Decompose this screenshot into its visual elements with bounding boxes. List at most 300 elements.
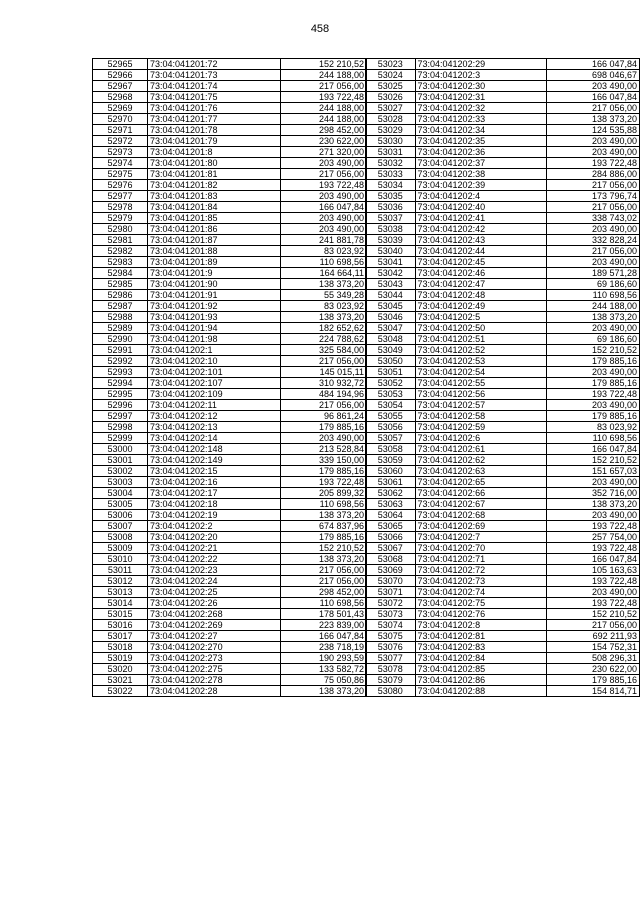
table-row: [366, 510, 640, 521]
table-row: [93, 92, 367, 103]
table-row: [93, 466, 367, 477]
table-row: [93, 147, 367, 158]
table-row: [366, 675, 640, 686]
cadastral-value: 193 722,48: [547, 389, 640, 400]
row-number: 52970: [93, 114, 148, 125]
cadastral-value: 166 047,84: [547, 554, 640, 565]
cadastral-number: 73:04:041201:74: [148, 81, 281, 92]
cadastral-value: 138 373,20: [281, 554, 367, 565]
row-number: 52966: [93, 70, 148, 81]
cadastral-number: 73:04:041202:21: [148, 543, 281, 554]
row-number: 53025: [366, 81, 416, 92]
cadastral-value: 138 373,20: [281, 312, 367, 323]
cadastral-number: 73:04:041201:94: [148, 323, 281, 334]
table-row: [366, 488, 640, 499]
table-row: [93, 444, 367, 455]
row-number: 52997: [93, 411, 148, 422]
table-row: [366, 356, 640, 367]
cadastral-value: 110 698,56: [281, 257, 367, 268]
cadastral-value: 133 582,72: [281, 664, 367, 675]
cadastral-value: 674 837,96: [281, 521, 367, 532]
cadastral-value: 203 490,00: [547, 147, 640, 158]
row-number: 53069: [366, 565, 416, 576]
table-row: [366, 235, 640, 246]
row-number: 52986: [93, 290, 148, 301]
row-number: 53026: [366, 92, 416, 103]
cadastral-value: 217 056,00: [281, 400, 367, 411]
row-number: 52977: [93, 191, 148, 202]
cadastral-number: 73:04:041202:273: [148, 653, 281, 664]
table-row: [93, 477, 367, 488]
cadastral-number: 73:04:041202:59: [415, 422, 547, 433]
cadastral-value: 69 186,60: [547, 334, 640, 345]
cadastral-number: 73:04:041201:77: [148, 114, 281, 125]
row-number: 53014: [93, 598, 148, 609]
row-number: 52985: [93, 279, 148, 290]
table-row: [93, 246, 367, 257]
table-row: [93, 576, 367, 587]
row-number: 53051: [366, 367, 416, 378]
cadastral-number: 73:04:041202:31: [415, 92, 547, 103]
cadastral-value: 152 210,52: [281, 543, 367, 554]
row-number: 53011: [93, 565, 148, 576]
row-number: 53042: [366, 268, 416, 279]
table-row: [93, 224, 367, 235]
cadastral-value: 179 885,16: [547, 675, 640, 686]
cadastral-value: 338 743,02: [547, 213, 640, 224]
cadastral-value: 203 490,00: [547, 136, 640, 147]
table-row: [366, 664, 640, 675]
table-row: [366, 499, 640, 510]
cadastral-value: 193 722,48: [281, 92, 367, 103]
cadastral-number: 73:04:041201:88: [148, 246, 281, 257]
cadastral-value: 203 490,00: [281, 433, 367, 444]
cadastral-value: 230 622,00: [281, 136, 367, 147]
table-row: [93, 488, 367, 499]
row-number: 53028: [366, 114, 416, 125]
cadastral-number: 73:04:041202:40: [415, 202, 547, 213]
row-number: 53061: [366, 477, 416, 488]
cadastral-number: 73:04:041202:63: [415, 466, 547, 477]
cadastral-number: 73:04:041202:26: [148, 598, 281, 609]
cadastral-number: 73:04:041202:41: [415, 213, 547, 224]
cadastral-value: 83 023,92: [281, 246, 367, 257]
cadastral-value: 692 211,93: [547, 631, 640, 642]
row-number: 53075: [366, 631, 416, 642]
row-number: 52973: [93, 147, 148, 158]
row-number: 53009: [93, 543, 148, 554]
table-row: [366, 158, 640, 169]
cadastral-number: 73:04:041202:53: [415, 356, 547, 367]
cadastral-value: 182 652,62: [281, 323, 367, 334]
cadastral-number: 73:04:041202:86: [415, 675, 547, 686]
row-number: 53058: [366, 444, 416, 455]
row-number: 53049: [366, 345, 416, 356]
row-number: 53044: [366, 290, 416, 301]
cadastral-number: 73:04:041202:65: [415, 477, 547, 488]
cadastral-number: 73:04:041201:86: [148, 224, 281, 235]
cadastral-value: 124 535,88: [547, 125, 640, 136]
table-row: [93, 136, 367, 147]
cadastral-number: 73:04:041202:275: [148, 664, 281, 675]
table-row: [93, 675, 367, 686]
cadastral-number: 73:04:041202:83: [415, 642, 547, 653]
table-row: [366, 323, 640, 334]
table-row: [93, 70, 367, 81]
table-row: [366, 587, 640, 598]
cadastral-value: 244 188,00: [281, 114, 367, 125]
row-number: 53079: [366, 675, 416, 686]
cadastral-number: 73:04:041202:17: [148, 488, 281, 499]
table-row: [93, 532, 367, 543]
table-row: [366, 554, 640, 565]
cadastral-value: 284 886,00: [547, 169, 640, 180]
cadastral-number: 73:04:041201:84: [148, 202, 281, 213]
row-number: 52980: [93, 224, 148, 235]
cadastral-value: 145 015,11: [281, 367, 367, 378]
cadastral-number: 73:04:041202:30: [415, 81, 547, 92]
cadastral-number: 73:04:041201:73: [148, 70, 281, 81]
row-number: 53005: [93, 499, 148, 510]
table-row: [366, 191, 640, 202]
row-number: 53019: [93, 653, 148, 664]
cadastral-value: 271 320,00: [281, 147, 367, 158]
cadastral-value: 166 047,84: [281, 202, 367, 213]
cadastral-number: 73:04:041202:50: [415, 323, 547, 334]
cadastral-value: 257 754,00: [547, 532, 640, 543]
table-row: [93, 334, 367, 345]
table-row: [93, 422, 367, 433]
row-number: 53053: [366, 389, 416, 400]
table-row: [366, 609, 640, 620]
table-row: [93, 433, 367, 444]
row-number: 53059: [366, 455, 416, 466]
cadastral-number: 73:04:041202:72: [415, 565, 547, 576]
cadastral-value: 138 373,20: [281, 279, 367, 290]
row-number: 52971: [93, 125, 148, 136]
table-row: [93, 213, 367, 224]
table-row: [93, 191, 367, 202]
cadastral-number: 73:04:041202:68: [415, 510, 547, 521]
cadastral-number: 73:04:041202:22: [148, 554, 281, 565]
row-number: 53064: [366, 510, 416, 521]
table-row: [366, 81, 640, 92]
cadastral-number: 73:04:041202:32: [415, 103, 547, 114]
row-number: 53023: [366, 59, 416, 70]
cadastral-number: 73:04:041202:16: [148, 477, 281, 488]
row-number: 52999: [93, 433, 148, 444]
cadastral-number: 73:04:041202:27: [148, 631, 281, 642]
table-row: [93, 103, 367, 114]
table-row: [366, 620, 640, 631]
table-row: [93, 81, 367, 92]
table-row: [366, 125, 640, 136]
cadastral-number: 73:04:041202:84: [415, 653, 547, 664]
cadastral-number: 73:04:041202:15: [148, 466, 281, 477]
table-row: [366, 103, 640, 114]
table-row: [366, 279, 640, 290]
row-number: 53040: [366, 246, 416, 257]
cadastral-value: 166 047,84: [547, 444, 640, 455]
cadastral-value: 105 163,63: [547, 565, 640, 576]
cadastral-value: 179 885,16: [547, 356, 640, 367]
row-number: 52981: [93, 235, 148, 246]
cadastral-number: 73:04:041202:25: [148, 587, 281, 598]
cadastral-number: 73:04:041202:29: [415, 59, 547, 70]
cadastral-number: 73:04:041202:36: [415, 147, 547, 158]
row-number: 53003: [93, 477, 148, 488]
row-number: 52978: [93, 202, 148, 213]
table-row: [93, 499, 367, 510]
row-number: 52979: [93, 213, 148, 224]
cadastral-number: 73:04:041202:149: [148, 455, 281, 466]
table-row: [93, 609, 367, 620]
cadastral-number: 73:04:041202:88: [415, 686, 547, 697]
cadastral-value: 310 932,72: [281, 378, 367, 389]
table-row: [366, 334, 640, 345]
cadastral-number: 73:04:041202:3: [415, 70, 547, 81]
cadastral-number: 73:04:041202:47: [415, 279, 547, 290]
row-number: 53080: [366, 686, 416, 697]
cadastral-value: 166 047,84: [547, 59, 640, 70]
table-row: [93, 312, 367, 323]
cadastral-number: 73:04:041202:42: [415, 224, 547, 235]
cadastral-value: 224 788,62: [281, 334, 367, 345]
cadastral-number: 73:04:041202:85: [415, 664, 547, 675]
cadastral-number: 73:04:041202:12: [148, 411, 281, 422]
row-number: 53035: [366, 191, 416, 202]
table-row: [93, 345, 367, 356]
row-number: 53055: [366, 411, 416, 422]
cadastral-number: 73:04:041201:78: [148, 125, 281, 136]
cadastral-value: 205 899,32: [281, 488, 367, 499]
table-row: [366, 565, 640, 576]
cadastral-number: 73:04:041202:81: [415, 631, 547, 642]
table-row: [366, 59, 640, 70]
row-number: 53070: [366, 576, 416, 587]
table-row: [93, 411, 367, 422]
table-row: [366, 92, 640, 103]
cadastral-number: 73:04:041202:1: [148, 345, 281, 356]
cadastral-number: 73:04:041202:62: [415, 455, 547, 466]
cadastral-number: 73:04:041202:33: [415, 114, 547, 125]
cadastral-value: 213 528,84: [281, 444, 367, 455]
cadastral-number: 73:04:041202:10: [148, 356, 281, 367]
row-number: 53002: [93, 466, 148, 477]
row-number: 53012: [93, 576, 148, 587]
cadastral-number: 73:04:041202:43: [415, 235, 547, 246]
table-row: [93, 686, 367, 697]
row-number: 52976: [93, 180, 148, 191]
row-number: 53065: [366, 521, 416, 532]
table-row: [366, 521, 640, 532]
cadastral-number: 73:04:041202:70: [415, 543, 547, 554]
cadastral-number: 73:04:041202:278: [148, 675, 281, 686]
cadastral-number: 73:04:041202:35: [415, 136, 547, 147]
cadastral-value: 173 796,74: [547, 191, 640, 202]
row-number: 52972: [93, 136, 148, 147]
table-row: [93, 180, 367, 191]
cadastral-number: 73:04:041201:91: [148, 290, 281, 301]
table-row: [366, 290, 640, 301]
row-number: 52989: [93, 323, 148, 334]
cadastral-number: 73:04:041201:76: [148, 103, 281, 114]
table-row: [366, 477, 640, 488]
cadastral-number: 73:04:041202:69: [415, 521, 547, 532]
cadastral-value: 138 373,20: [281, 510, 367, 521]
cadastral-number: 73:04:041202:55: [415, 378, 547, 389]
cadastral-number: 73:04:041202:75: [415, 598, 547, 609]
cadastral-number: 73:04:041202:37: [415, 158, 547, 169]
cadastral-value: 217 056,00: [547, 246, 640, 257]
table-row: [93, 125, 367, 136]
row-number: 53073: [366, 609, 416, 620]
cadastral-value: 138 373,20: [547, 312, 640, 323]
table-row: [366, 345, 640, 356]
row-number: 53001: [93, 455, 148, 466]
cadastral-number: 73:04:041202:14: [148, 433, 281, 444]
cadastral-number: 73:04:041202:48: [415, 290, 547, 301]
table-row: [93, 268, 367, 279]
row-number: 53039: [366, 235, 416, 246]
table-row: [93, 378, 367, 389]
table-row: [366, 136, 640, 147]
cadastral-number: 73:04:041201:89: [148, 257, 281, 268]
cadastral-value: 179 885,16: [547, 411, 640, 422]
cadastral-value: 110 698,56: [281, 598, 367, 609]
row-number: 53015: [93, 609, 148, 620]
cadastral-value: 154 814,71: [547, 686, 640, 697]
table-row: [366, 378, 640, 389]
table-row: [93, 389, 367, 400]
left-register-body: [93, 59, 367, 697]
table-row: [93, 598, 367, 609]
row-number: 53008: [93, 532, 148, 543]
table-row: [93, 510, 367, 521]
row-number: 53027: [366, 103, 416, 114]
cadastral-value: 217 056,00: [281, 576, 367, 587]
cadastral-value: 203 490,00: [547, 367, 640, 378]
cadastral-number: 73:04:041201:82: [148, 180, 281, 191]
row-number: 53016: [93, 620, 148, 631]
row-number: 53052: [366, 378, 416, 389]
cadastral-number: 73:04:041202:39: [415, 180, 547, 191]
cadastral-value: 238 718,19: [281, 642, 367, 653]
row-number: 52983: [93, 257, 148, 268]
cadastral-number: 73:04:041201:80: [148, 158, 281, 169]
row-number: 52984: [93, 268, 148, 279]
cadastral-value: 193 722,48: [547, 598, 640, 609]
table-row: [93, 367, 367, 378]
row-number: 53010: [93, 554, 148, 565]
cadastral-value: 193 722,48: [547, 576, 640, 587]
row-number: 53060: [366, 466, 416, 477]
row-number: 53072: [366, 598, 416, 609]
table-row: [93, 301, 367, 312]
left-register-table: [92, 58, 367, 697]
table-row: [93, 323, 367, 334]
table-row: [93, 59, 367, 70]
row-number: 53050: [366, 356, 416, 367]
row-number: 53006: [93, 510, 148, 521]
row-number: 53033: [366, 169, 416, 180]
cadastral-value: 217 056,00: [281, 169, 367, 180]
table-row: [366, 444, 640, 455]
cadastral-number: 73:04:041202:57: [415, 400, 547, 411]
cadastral-number: 73:04:041202:56: [415, 389, 547, 400]
cadastral-value: 508 296,31: [547, 653, 640, 664]
table-row: [93, 587, 367, 598]
row-number: 52990: [93, 334, 148, 345]
row-number: 52991: [93, 345, 148, 356]
row-number: 53034: [366, 180, 416, 191]
cadastral-value: 203 490,00: [547, 323, 640, 334]
row-number: 53056: [366, 422, 416, 433]
row-number: 52965: [93, 59, 148, 70]
table-row: [366, 70, 640, 81]
row-number: 53071: [366, 587, 416, 598]
cadastral-number: 73:04:041201:87: [148, 235, 281, 246]
cadastral-value: 203 490,00: [547, 400, 640, 411]
row-number: 52995: [93, 389, 148, 400]
cadastral-value: 193 722,48: [547, 521, 640, 532]
table-row: [366, 213, 640, 224]
cadastral-number: 73:04:041202:76: [415, 609, 547, 620]
cadastral-value: 138 373,20: [547, 114, 640, 125]
cadastral-number: 73:04:041202:269: [148, 620, 281, 631]
row-number: 53047: [366, 323, 416, 334]
cadastral-value: 83 023,92: [547, 422, 640, 433]
cadastral-number: 73:04:041202:109: [148, 389, 281, 400]
cadastral-number: 73:04:041202:52: [415, 345, 547, 356]
cadastral-value: 352 716,00: [547, 488, 640, 499]
table-row: [93, 653, 367, 664]
cadastral-value: 203 490,00: [547, 510, 640, 521]
row-number: 53037: [366, 213, 416, 224]
cadastral-number: 73:04:041202:46: [415, 268, 547, 279]
cadastral-number: 73:04:041202:23: [148, 565, 281, 576]
cadastral-value: 179 885,16: [547, 378, 640, 389]
cadastral-value: 217 056,00: [547, 202, 640, 213]
table-row: [366, 543, 640, 554]
row-number: 52967: [93, 81, 148, 92]
row-number: 53062: [366, 488, 416, 499]
cadastral-number: 73:04:041202:58: [415, 411, 547, 422]
row-number: 52994: [93, 378, 148, 389]
row-number: 53043: [366, 279, 416, 290]
table-row: [366, 653, 640, 664]
cadastral-number: 73:04:041202:67: [415, 499, 547, 510]
table-row: [93, 554, 367, 565]
cadastral-number: 73:04:041202:7: [415, 532, 547, 543]
cadastral-number: 73:04:041202:34: [415, 125, 547, 136]
row-number: 52982: [93, 246, 148, 257]
row-number: 53041: [366, 257, 416, 268]
table-row: [366, 400, 640, 411]
cadastral-value: 69 186,60: [547, 279, 640, 290]
row-number: 52992: [93, 356, 148, 367]
row-number: 53045: [366, 301, 416, 312]
table-row: [93, 664, 367, 675]
row-number: 52993: [93, 367, 148, 378]
table-row: [93, 631, 367, 642]
table-row: [366, 389, 640, 400]
cadastral-number: 73:04:041202:51: [415, 334, 547, 345]
table-row: [93, 400, 367, 411]
cadastral-number: 73:04:041201:92: [148, 301, 281, 312]
cadastral-value: 152 210,52: [547, 345, 640, 356]
table-row: [366, 169, 640, 180]
